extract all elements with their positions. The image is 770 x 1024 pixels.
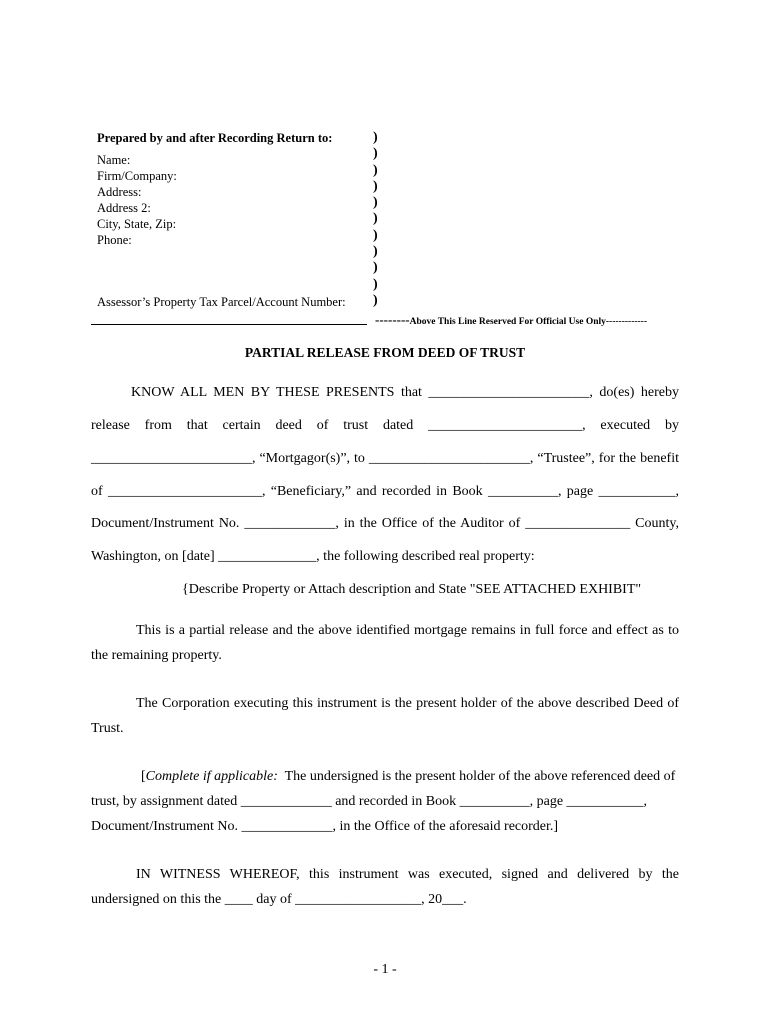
- complete-if-applicable-line-1: [141, 769, 675, 785]
- paren-column: [373, 130, 385, 309]
- body-line-1: KNOW ALL MEN BY THESE PRESENTS that _______________________, do(es) hereby: [131, 385, 679, 400]
- assessor-parcel-label: Assessor’s Property Tax Parcel/Account Number:: [97, 295, 346, 309]
- complete-if-applicable-label: Complete if applicable:: [145, 769, 278, 784]
- paren: ): [373, 130, 378, 145]
- address2-field-label: Address 2:: [97, 201, 151, 215]
- witness-line-1: IN WITNESS WHEREOF, this instrument was executed, signed and delivered by the: [136, 867, 679, 882]
- name-field-label: Name:: [97, 153, 131, 167]
- bracket-open: [: [141, 769, 146, 784]
- body-line-6: Washington, on [date] ______________, the following described real property:: [91, 549, 535, 564]
- paren: ): [373, 146, 378, 162]
- complete-if-applicable-line-2: trust, by assignment dated _____________ and recorded in Book __________, page ___________,: [91, 794, 648, 809]
- complete-if-applicable-text: The undersigned is the present holder of the above referenced deed of: [277, 769, 676, 784]
- complete-if-applicable-line-3: Document/Instrument No. _____________, in the Office of the aforesaid recorder.]: [91, 819, 559, 834]
- paren: ): [373, 276, 378, 292]
- paren: ): [373, 178, 378, 194]
- body-line-2: release from that certain deed of trust dated ______________________, executed by: [91, 418, 679, 433]
- page-number: - 1 -: [373, 962, 397, 977]
- paren: ): [373, 260, 378, 276]
- official-use-dashes: --------: [375, 312, 410, 327]
- paren: ): [373, 227, 378, 243]
- city-state-zip-field-label: City, State, Zip:: [97, 217, 177, 231]
- paren: ): [373, 162, 378, 178]
- paren: ): [373, 195, 378, 211]
- official-use-text: Above This Line Reserved For Official Use Only-------------: [409, 317, 648, 327]
- body-line-3: _______________________, “Mortgagor(s)”, to _______________________, “Trustee”, for the benefit: [91, 451, 679, 466]
- body-line-5: Document/Instrument No. _____________, in the Office of the Auditor of _______________ County,: [91, 516, 679, 531]
- partial-release-line-2: the remaining property.: [91, 648, 222, 663]
- describe-property-instruction: {Describe Property or Attach description and State "SEE ATTACHED EXHIBIT": [182, 582, 642, 597]
- recording-divider-line: [91, 324, 367, 325]
- phone-field-label: Phone:: [97, 233, 132, 247]
- paren: ): [373, 211, 378, 227]
- official-use-notice: [375, 311, 647, 329]
- prepared-by-heading: Prepared by and after Recording Return to:: [97, 131, 333, 145]
- corporation-line-2: Trust.: [91, 721, 124, 736]
- paren: ): [373, 292, 378, 308]
- partial-release-line-1: This is a partial release and the above identified mortgage remains in full force and effect as to: [136, 623, 679, 638]
- witness-line-2: undersigned on this the ____ day of __________________, 20___.: [91, 892, 467, 907]
- address-field-label: Address:: [97, 185, 142, 199]
- page-title: PARTIAL RELEASE FROM DEED OF TRUST: [244, 345, 526, 360]
- firm-field-label: Firm/Company:: [97, 169, 177, 183]
- body-line-4: of ______________________, “Beneficiary,” and recorded in Book __________, page ___________,: [91, 484, 679, 499]
- paren: ): [373, 244, 378, 260]
- corporation-line-1: The Corporation executing this instrument is the present holder of the above described Deed of: [136, 696, 679, 711]
